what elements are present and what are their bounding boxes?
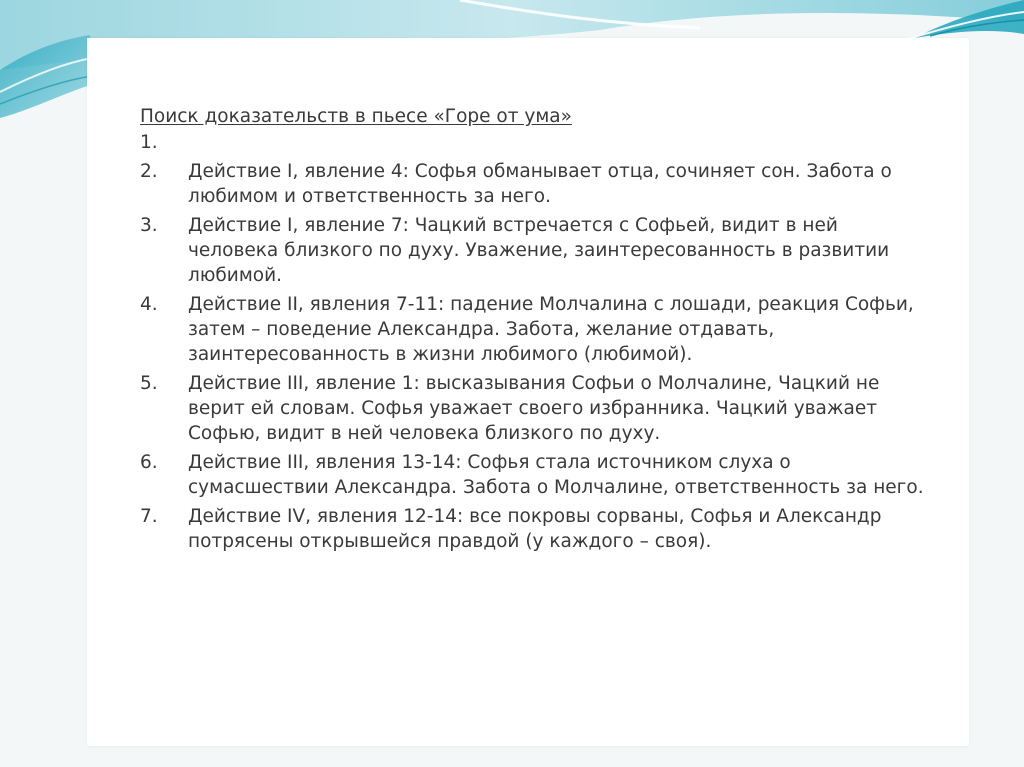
list-item-number: 2.: [140, 161, 158, 182]
list-item-text: Действие IV, явления 12-14: все покровы сорваны, Софья и Александр потрясены открывшейся правдой (у каждого – своя).: [188, 506, 882, 552]
list-item: [140, 159, 930, 209]
list-item: [140, 292, 930, 367]
list-item-number: 7.: [140, 506, 158, 527]
list-item: [140, 504, 930, 554]
list-item-number: 1.: [140, 132, 158, 153]
list-item: [140, 371, 930, 446]
list-item-text: Действие III, явления 13-14: Софья стала источником слуха о сумасшествии Александра. Забота о Молчалине, ответственность за него.: [188, 452, 924, 498]
list-item: [140, 130, 930, 155]
list-item-text: Действие III, явление 1: высказывания Софьи о Молчалине, Чацкий не верит ей словам. Софья уважает своего избранника. Чацкий уважает Софью, видит в ней человека близкого по духу.: [188, 373, 880, 444]
list-item-text: Действие II, явления 7-11: падение Молчалина с лошади, реакция Софьи, затем – поведение Александра. Забота, желание отдавать, заинтересованность в жизни любимого (любимой).: [188, 294, 914, 365]
list-item-number: 6.: [140, 452, 158, 473]
list-item-number: 5.: [140, 373, 158, 394]
list-item: [140, 213, 930, 288]
list-item-text: Действие I, явление 4: Софья обманывает отца, сочиняет сон. Забота о любимом и ответственность за него.: [188, 161, 892, 207]
list-item-number: 4.: [140, 294, 158, 315]
document-heading: Поиск доказательств в пьесе «Горе от ума»: [140, 106, 572, 127]
list-item: [140, 450, 930, 500]
document-content: [140, 104, 930, 554]
list-item-number: 3.: [140, 215, 158, 236]
list-item-text: Действие I, явление 7: Чацкий встречается с Софьей, видит в ней человека близкого по духу. Уважение, заинтересованность в развитии любимой.: [188, 215, 890, 286]
